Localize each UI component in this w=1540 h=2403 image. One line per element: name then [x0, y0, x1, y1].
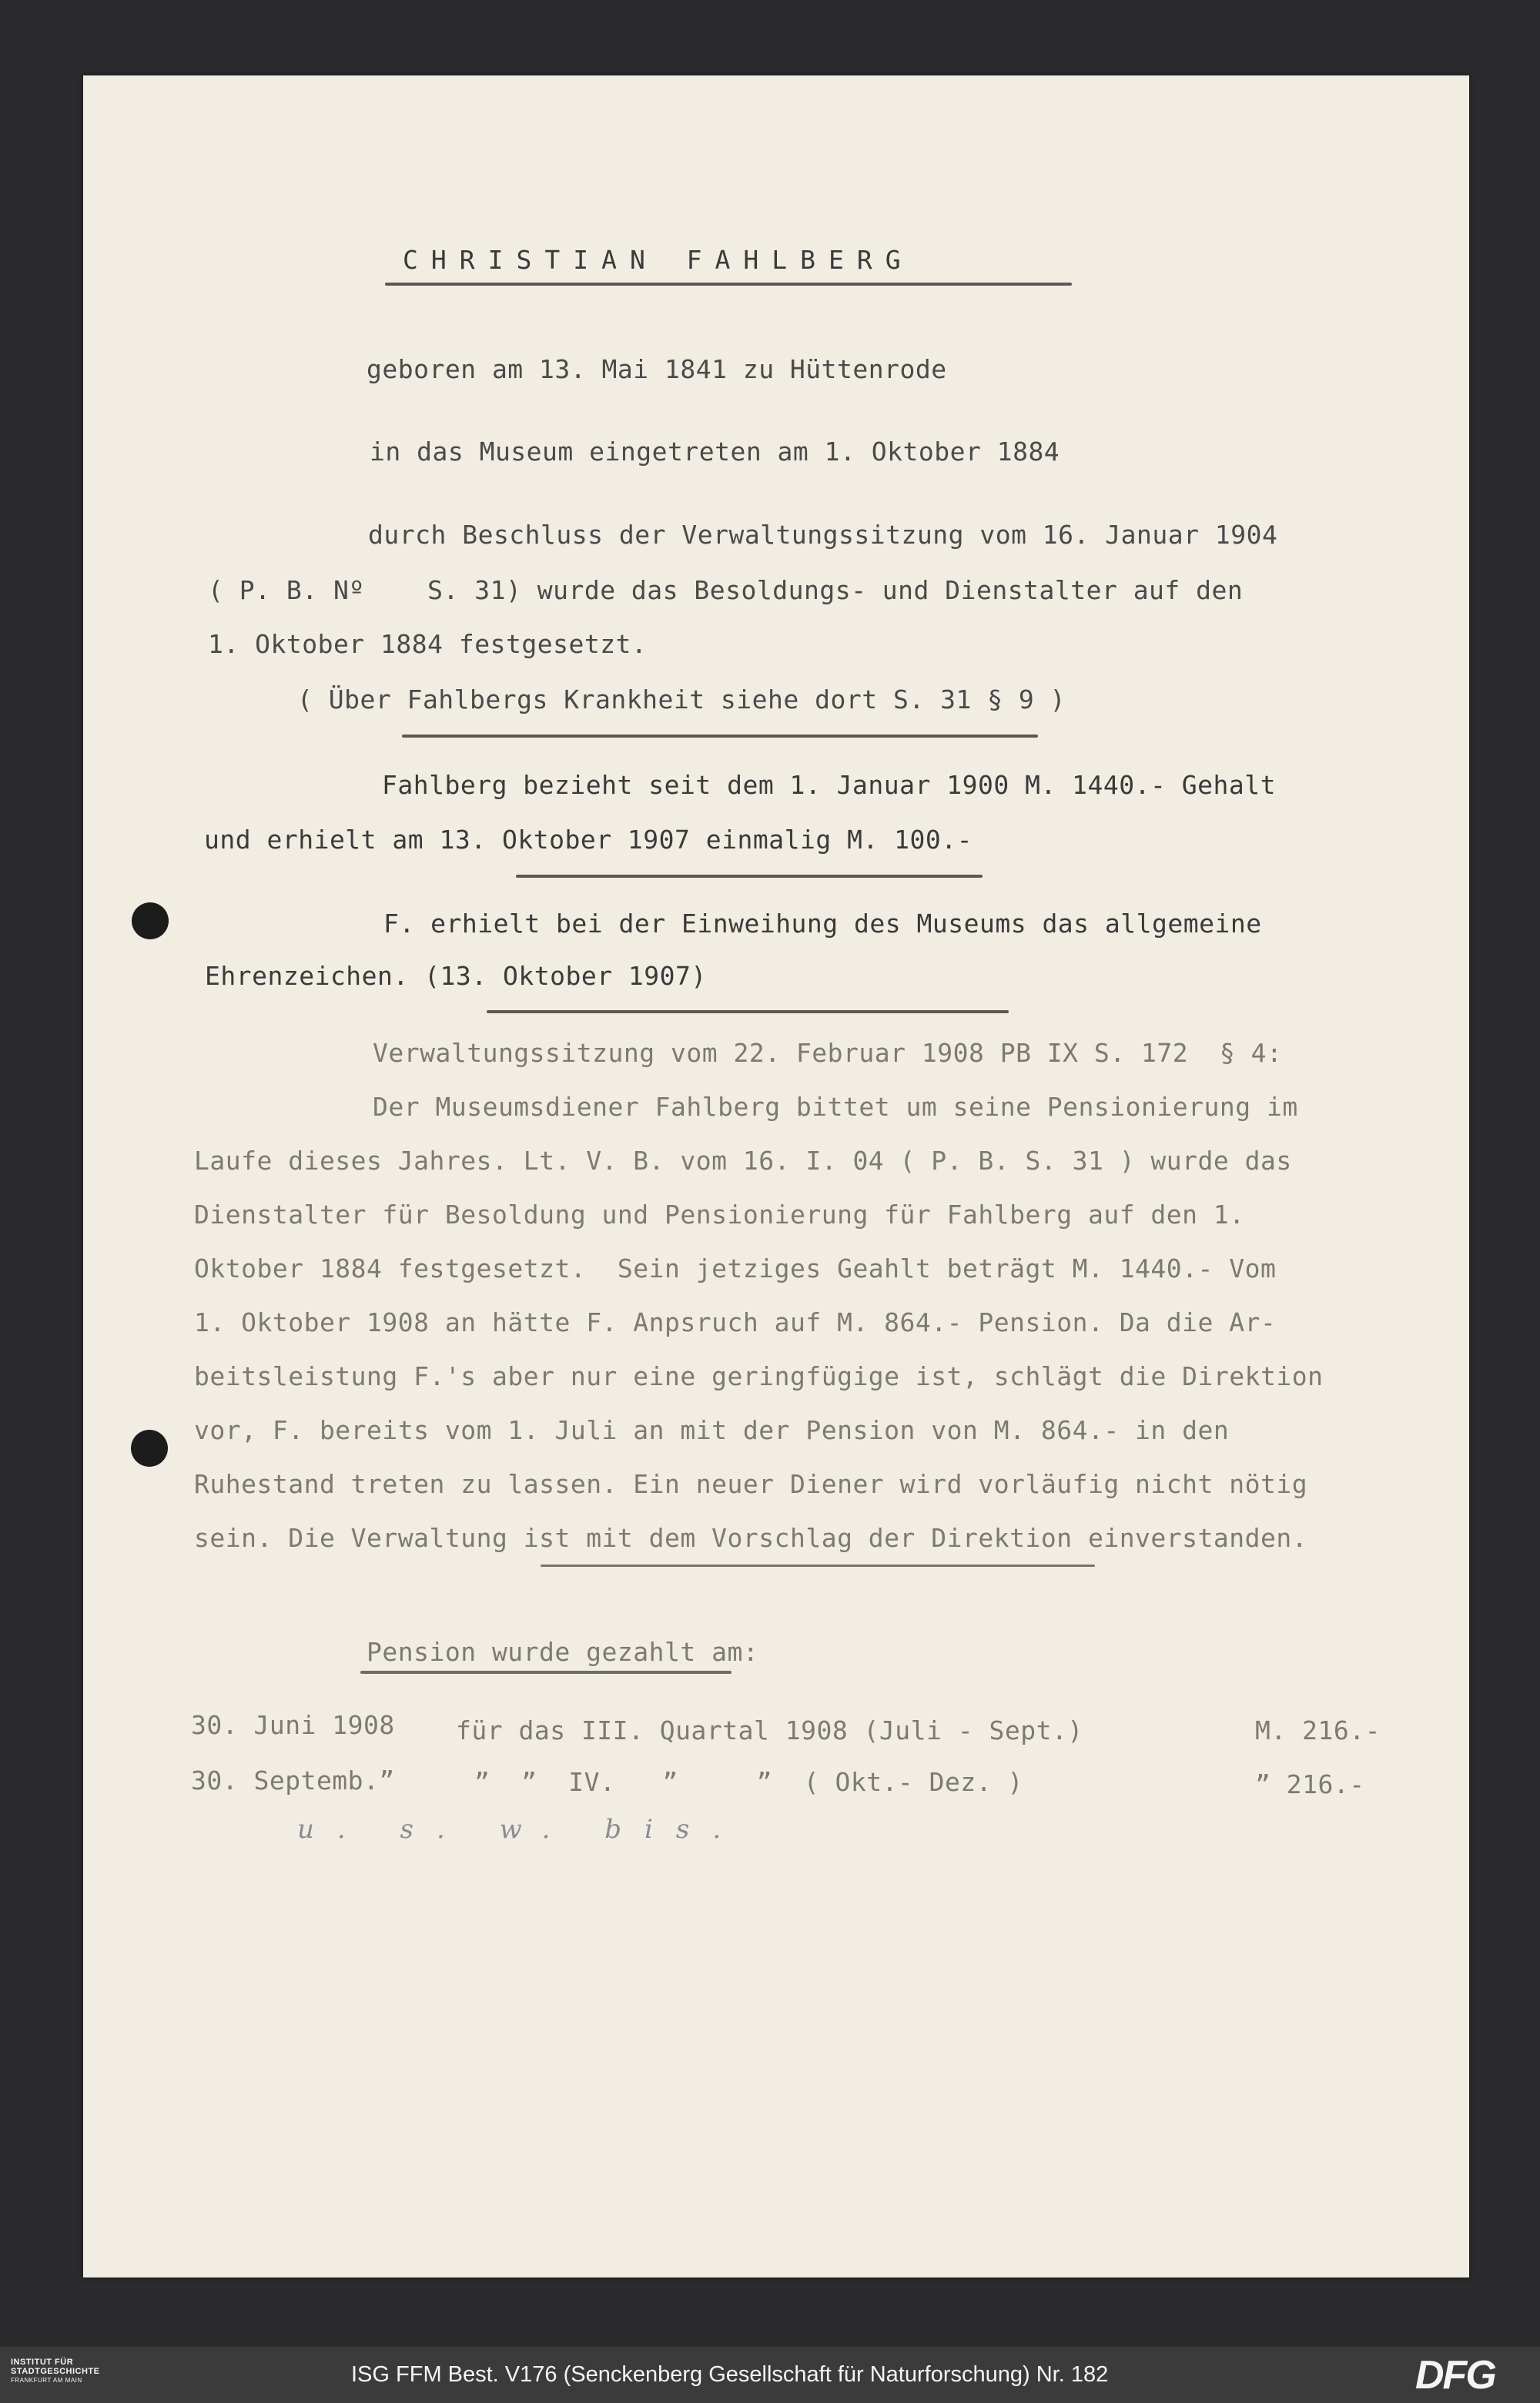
- resolution-line-1: durch Beschluss der Verwaltungssitzung vom 16. Januar 1904: [368, 520, 1278, 550]
- award-underline: [487, 1010, 1009, 1013]
- born-line: geboren am 13. Mai 1841 zu Hüttenrode: [367, 354, 947, 384]
- resolution-line-3: 1. Oktober 1884 festgesetzt.: [208, 629, 648, 659]
- footer-bar: [0, 2347, 1540, 2403]
- pension-row-1-date: 30. Juni 1908: [191, 1710, 395, 1740]
- archive-caption: ISG FFM Best. V176 (Senckenberg Gesellschaft für Naturforschung) Nr. 182: [351, 2362, 1109, 2387]
- institution-line-1: INSTITUT FÜR: [11, 2358, 74, 2367]
- handwritten-note: u. s. w. bis.: [297, 1814, 745, 1845]
- punch-hole-bottom: [131, 1430, 168, 1467]
- session-line-1: Verwaltungssitzung vom 22. Februar 1908 PB IX S. 172 § 4:: [373, 1038, 1283, 1068]
- pension-row-2-date: 30. Septemb.”: [191, 1765, 395, 1796]
- pension-heading-underline: [360, 1671, 732, 1674]
- title-underline: [385, 283, 1072, 286]
- pension-row-1-description: für das III. Quartal 1908 (Juli - Sept.): [456, 1715, 1083, 1745]
- salary-line-1: Fahlberg bezieht seit dem 1. Januar 1900 M. 1440.- Gehalt: [382, 770, 1276, 800]
- session-line-5: Oktober 1884 festgesetzt. Sein jetziges Geahlt beträgt M. 1440.- Vom: [194, 1253, 1277, 1283]
- institution-line-3: FRANKFURT AM MAIN: [11, 2377, 82, 2384]
- illness-underline: [402, 735, 1038, 738]
- illness-note: ( Über Fahlbergs Krankheit siehe dort S. 31 § 9 ): [297, 684, 1066, 715]
- session-line-4: Dienstalter für Besoldung und Pensionierung für Fahlberg auf den 1.: [194, 1200, 1245, 1230]
- session-line-10: sein. Die Verwaltung ist mit dem Vorschlag der Direktion einverstanden.: [194, 1523, 1308, 1553]
- institution-logo: [11, 2358, 99, 2385]
- pension-row-1-amount: M. 216.-: [1255, 1715, 1381, 1745]
- session-line-3: Laufe dieses Jahres. Lt. V. B. vom 16. I. 04 ( P. B. S. 31 ) wurde das: [194, 1146, 1292, 1176]
- salary-line-2: und erhielt am 13. Oktober 1907 einmalig M. 100.-: [204, 825, 973, 855]
- session-line-6: 1. Oktober 1908 an hätte F. Anpsruch auf M. 864.- Pension. Da die Ar-: [194, 1307, 1277, 1337]
- session-line-7: beitsleistung F.'s aber nur eine geringfügige ist, schlägt die Direktion: [194, 1361, 1324, 1391]
- document-page: [83, 75, 1469, 2277]
- document-title: CHRISTIAN FAHLBERG: [403, 245, 914, 275]
- session-line-8: vor, F. bereits vom 1. Juli an mit der Pension von M. 864.- in den: [194, 1415, 1230, 1445]
- pension-heading: Pension wurde gezahlt am:: [367, 1637, 759, 1667]
- salary-underline: [516, 875, 983, 878]
- award-line-2: Ehrenzeichen. (13. Oktober 1907): [205, 961, 707, 991]
- pension-row-2-description: ” ” IV. ” ” ( Okt.- Dez. ): [474, 1767, 1023, 1797]
- award-line-1: F. erhielt bei der Einweihung des Museums das allgemeine: [383, 909, 1262, 939]
- dfg-logo: DFG: [1415, 2353, 1495, 2398]
- institution-line-2: STADTGESCHICHTE: [11, 2367, 100, 2376]
- punch-hole-top: [132, 902, 169, 939]
- resolution-line-2: ( P. B. Nº S. 31) wurde das Besoldungs- und Dienstalter auf den: [208, 575, 1244, 605]
- session-line-9: Ruhestand treten zu lassen. Ein neuer Diener wird vorläufig nicht nötig: [194, 1469, 1308, 1499]
- session-line-2: Der Museumsdiener Fahlberg bittet um seine Pensionierung im: [373, 1092, 1298, 1122]
- joined-line: in das Museum eingetreten am 1. Oktober 1884: [370, 437, 1060, 467]
- session-underline: [541, 1565, 1095, 1567]
- pension-row-2-amount: ” 216.-: [1255, 1769, 1365, 1799]
